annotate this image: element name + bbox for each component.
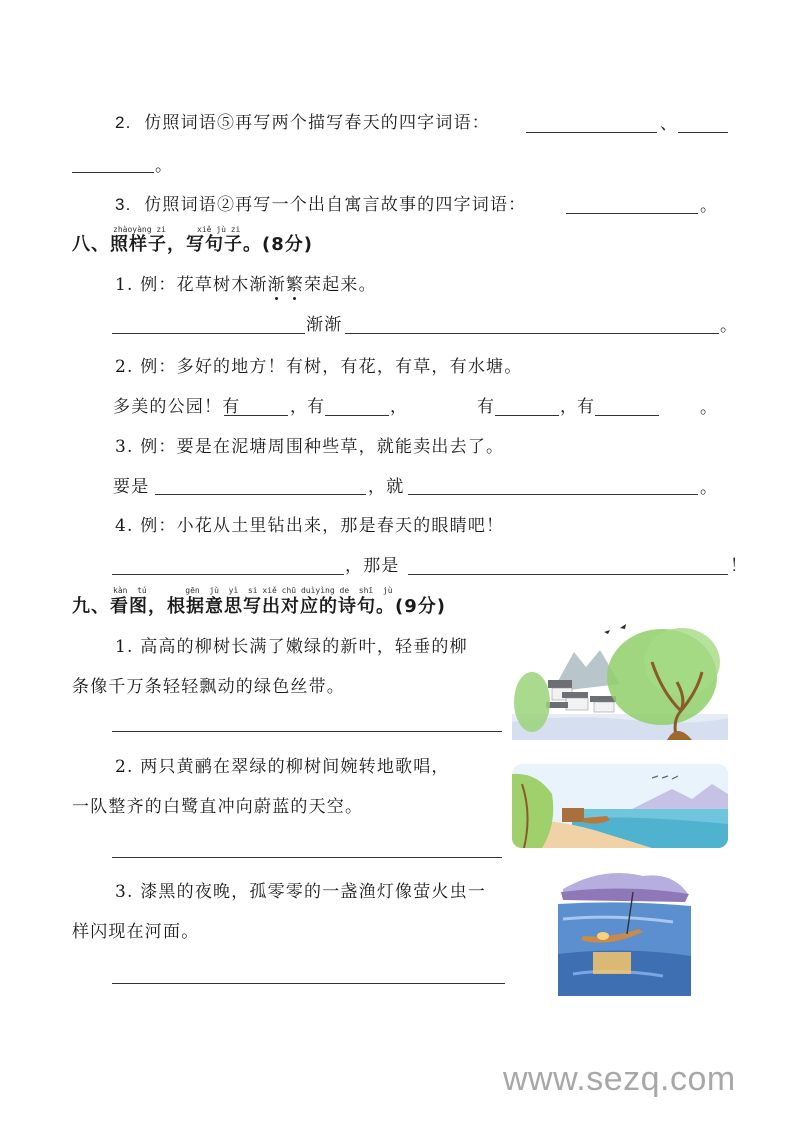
night-boat-illustration [553, 864, 693, 1000]
q7-3-end-mark: 。 [700, 196, 719, 216]
site-watermark: www.sezq.com [503, 1060, 736, 1098]
q8-2-prompt: 2. 例：多好的地方！有树，有花，有草，有水塘。 [115, 357, 523, 377]
q7-2-answer-blank-2b[interactable] [72, 172, 154, 173]
q7-3-text: 仿照词语②再写一个出自寓言故事的四字词语： [144, 195, 527, 215]
emphasis-dot-2 [293, 297, 296, 300]
section9-pinyin: kàn tú gēn jù yì si xiě chū duìyìng de shī jù [113, 586, 393, 595]
q8-1-answer-blank-2[interactable] [345, 333, 719, 334]
q8-4-mid: ，那是 [345, 556, 400, 576]
emphasis-dot-1 [275, 297, 278, 300]
q8-3-lead: 要是 [113, 477, 150, 497]
q7-2-separator: 、 [660, 114, 679, 134]
q7-2-number: 2. [115, 113, 132, 132]
q8-2-you-2: 有 [307, 397, 326, 417]
q8-3-answer-blank-1[interactable] [155, 494, 366, 495]
section8-pinyin-1: zhàoyàng zi [113, 225, 166, 234]
q7-3-prompt [115, 195, 526, 215]
q9-3-line1: 3. 漆黑的夜晚，孤零零的一盏渔灯像萤火虫一 [115, 882, 487, 902]
q8-1-end-mark: 。 [720, 316, 739, 336]
q8-2-answer-blank-1[interactable] [224, 415, 288, 416]
q8-4-answer-blank-2[interactable] [408, 574, 728, 575]
q8-2-end-mark: 。 [700, 398, 719, 418]
q8-4-answer-blank-1[interactable] [112, 574, 344, 575]
q8-2-comma-3: ， [560, 397, 579, 417]
q7-2-prompt [115, 113, 490, 133]
q8-2-you-4: 有 [577, 397, 596, 417]
q8-1-keyword: 渐渐 [306, 315, 343, 335]
q8-3-end-mark: 。 [700, 478, 719, 498]
q8-1-answer-blank-1[interactable] [112, 333, 305, 334]
q8-3-answer-blank-2[interactable] [408, 494, 698, 495]
section9-title: 九、看图，根据意思写出对应的诗句。(9分) [72, 596, 446, 617]
q8-2-lead: 多美的公园！有 [113, 397, 241, 417]
q8-2-answer-blank-4[interactable] [595, 415, 659, 416]
q7-2-text: 仿照词语⑤再写两个描写春天的四字词语： [144, 113, 490, 133]
q8-4-prompt: 4. 例：小花从土里钻出来，那是春天的眼睛吧！ [115, 516, 505, 536]
willow-tree-icon [512, 622, 728, 740]
q7-2-answer-blank-2a[interactable] [678, 132, 728, 133]
lake-scene-icon [512, 764, 728, 848]
q9-1-line1: 1. 高高的柳树长满了嫩绿的新叶，轻垂的柳 [115, 637, 468, 657]
q8-3-prompt: 3. 例：要是在泥塘周围种些草，就能卖出去了。 [115, 437, 505, 457]
fishing-boat-icon [553, 864, 693, 1000]
q8-2-comma-1: ， [290, 397, 309, 417]
willow-village-illustration [512, 622, 728, 740]
q9-3-answer-blank[interactable] [112, 983, 505, 984]
q7-2-answer-blank-1[interactable] [526, 132, 657, 133]
q8-4-end-mark: ！ [730, 556, 749, 576]
q9-2-line1: 2. 两只黄鹂在翠绿的柳树间婉转地歌唱， [115, 757, 450, 777]
q9-2-answer-blank[interactable] [112, 857, 502, 858]
q9-1-line2: 条像千万条轻轻飘动的绿色丝带。 [72, 677, 345, 697]
section8-pinyin-2: xiě jù zi [197, 225, 241, 234]
q8-2-answer-blank-2[interactable] [325, 415, 389, 416]
lakeside-illustration [512, 764, 728, 848]
q9-3-line2: 样闪现在河面。 [72, 922, 200, 942]
q7-3-number: 3. [115, 195, 132, 214]
q9-2-line2: 一队整齐的白鹭直冲向蔚蓝的天空。 [72, 797, 364, 817]
q7-3-answer-blank[interactable] [566, 213, 698, 214]
q7-2-end-mark: 。 [155, 156, 174, 176]
section8-title: 八、照样子，写句子。(8分) [72, 234, 313, 255]
q8-3-mid: ，就 [368, 477, 405, 497]
q8-2-answer-blank-3[interactable] [495, 415, 559, 416]
q8-2-comma-2: ， [390, 397, 409, 417]
q8-1-prompt: 1. 例：花草树木渐渐繁荣起来。 [115, 275, 377, 295]
q9-1-answer-blank[interactable] [112, 731, 502, 732]
q8-2-you-3: 有 [477, 397, 496, 417]
